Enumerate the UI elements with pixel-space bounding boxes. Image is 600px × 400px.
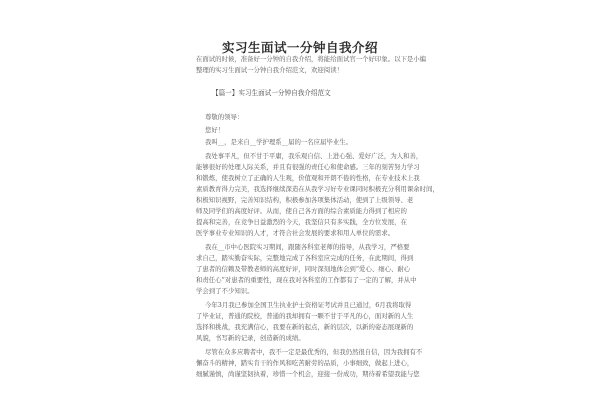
paragraph-line: 和责任心”对患者的重要性，现在我对各科室的工作都有了一定的了解，并从中 xyxy=(196,276,417,284)
paragraph-line: 了患者的信赖及带教老师的高度好评，同时深刻地体会到“爱心、细心、耐心 xyxy=(196,265,411,273)
paragraph-line: 我叫__，是来自__学护理系__届的一名应届毕业生。 xyxy=(205,138,352,146)
paragraph-line: 积极知识视野，完善知识结构，积极参加各项集体活动，使到了上级领导、老 xyxy=(196,196,414,204)
paragraph-line: 学会到了不少知识。 xyxy=(196,287,254,295)
paragraph-line: 素质教育得力完美，我选择继续深造在从我学习好专业课同时积极充分利用课余时间， xyxy=(196,185,439,193)
paragraph-line: 和锻炼，使我树立了正确的人生观，价值观和开朗不倦的性格，在专业技术上我 xyxy=(196,174,420,182)
greeting: 您好！ xyxy=(205,126,225,134)
salutation: 尊敬的领导： xyxy=(205,113,244,121)
paragraph-line: 细腻谨慎，尚谨坚韧执着，珍惜一个机会，迎接一份成功，期待着希望我能与您 xyxy=(196,370,420,378)
paragraph-line: 了毕业证，普通的院校，普通的我却拥有一颗不甘于平凡的心，面对新的人生 xyxy=(196,312,414,320)
paragraph-line: 我在__市中心医院实习期间，跟随各科室老师的指导，从我学习，严格要 xyxy=(205,243,410,251)
paragraph-line: 能够很好的处理人际关系，并且有很强的责任心和使命感。三年的刻苦努力学习 xyxy=(196,163,420,171)
section-heading: 【篇一】实习生面试一分钟自我介绍范文 xyxy=(212,89,331,97)
document-title: 实习生面试一分钟自我介绍 xyxy=(221,40,378,55)
paragraph-line: 师及同学们的高度好评。从而，使自己各方面的综合素质能力得到了相应的 xyxy=(196,207,407,215)
paragraph-line: 提高和完善，在竞争日益激烈的今天，我坚信只有多实践，全方位发展，在 xyxy=(196,218,407,226)
paragraph-line: 我处事平凡，但不甘于平庸，我乐观自信、上进心强、爱好广泛，为人和善， xyxy=(205,152,423,160)
paragraph-line: 尽管在众多应聘者中，我不一定是最优秀的，但我仍然很自信，因为我拥有不 xyxy=(205,348,423,356)
paragraph-line: 医学事业专业知识的人才，才符合社会发展的要求和用人单位的需求。 xyxy=(196,229,395,237)
intro-line: 在面试的时候，准备好一分钟的自我介绍，将能给面试官一个好印象。以下是小编 xyxy=(196,55,427,63)
paragraph-line: 选择和挑战，我充满信心，我要在新的起点，新的层次，以新的姿态展现新的 xyxy=(196,323,414,331)
paragraph-line: 懈奋斗的精神，踏实肯干的作风和吃苦耐劳的品质，小事细致，做起上进心， xyxy=(196,359,414,367)
paragraph-line: 今年3月我已参加全国卫生执业护士资格证考试并且已通过，6月我将取得 xyxy=(205,301,412,309)
paragraph-line: 求自己，踏实勤奋实际，完整地完成了各科室应完成的任务，在此期间，得到 xyxy=(196,254,414,262)
paragraph-line: 风貌，书写新的记录，创造新的成绩。 xyxy=(196,334,305,342)
intro-line: 整理的实习生面试一分钟自我介绍范文，欢迎阅读！ xyxy=(196,66,343,74)
